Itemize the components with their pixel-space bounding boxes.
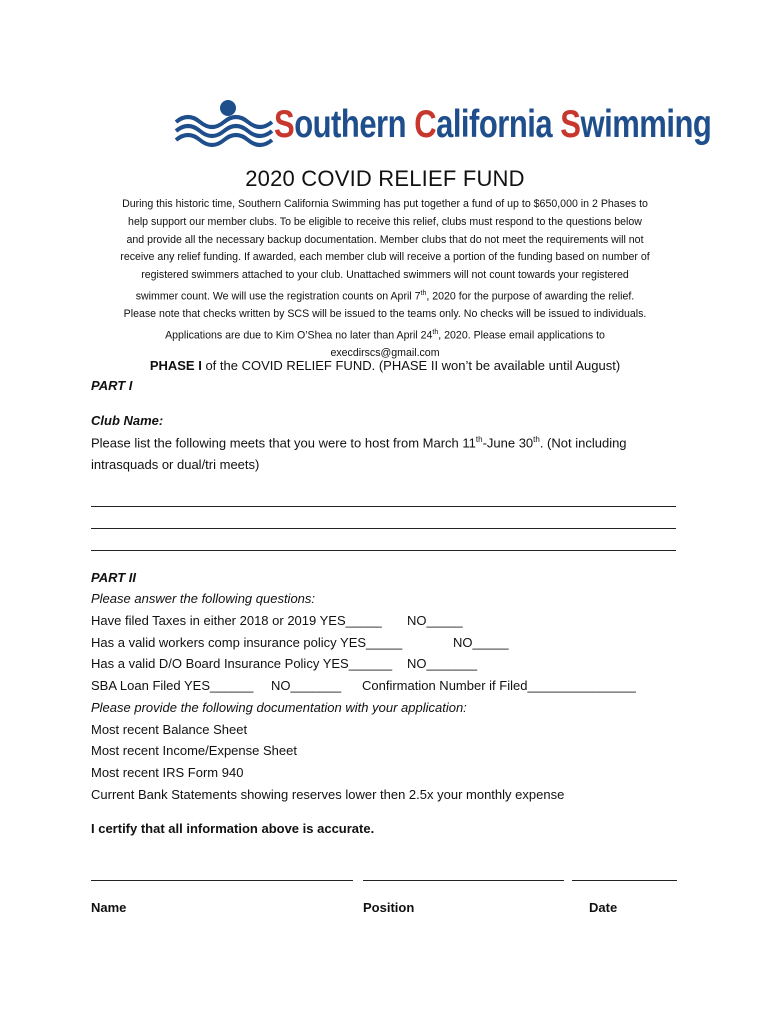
document-item: Current Bank Statements showing reserves lower then 2.5x your monthly expense bbox=[91, 787, 565, 802]
certification-statement: I certify that all information above is accurate. bbox=[91, 821, 375, 836]
question-workers-comp[interactable]: Has a valid workers comp insurance policy YES_____ bbox=[91, 635, 403, 650]
question-taxes-no[interactable]: NO_____ bbox=[407, 613, 463, 628]
intro-line: help support our member clubs. To be eligible to receive this relief, clubs must respond to the questions below bbox=[128, 215, 642, 228]
part-2-heading: PART II bbox=[91, 570, 137, 585]
document-title: 2020 COVID RELIEF FUND bbox=[245, 166, 525, 191]
question-workers-comp-no[interactable]: NO_____ bbox=[453, 635, 509, 650]
question-sba-loan-no[interactable]: NO_______ bbox=[271, 678, 342, 693]
phase-label: PHASE I bbox=[149, 358, 202, 373]
meets-instruction: Please list the following meets that you were to host from March 11th-June 30th. (Not including bbox=[91, 435, 627, 451]
club-name-label: Club Name: bbox=[91, 413, 164, 428]
intro-line: During this historic time, Southern California Swimming has put together a fund of up to $650,000 in 2 Phases to bbox=[122, 198, 648, 210]
document-item: Most recent Balance Sheet bbox=[91, 722, 248, 737]
contact-email: execdirscs@gmail.com bbox=[330, 347, 440, 360]
name-signature-line[interactable] bbox=[91, 880, 353, 881]
document-item: Most recent IRS Form 940 bbox=[91, 765, 244, 780]
question-taxes[interactable]: Have filed Taxes in either 2018 or 2019 YES_____ bbox=[91, 613, 382, 628]
intro-line: Please note that checks written by SCS will be issued to the teams only. No checks will be issued to individuals. bbox=[123, 308, 647, 321]
date-label: Date bbox=[589, 900, 618, 915]
name-label: Name bbox=[91, 900, 127, 915]
meets-answer-line[interactable] bbox=[91, 506, 676, 507]
intro-line: and provide all the necessary backup documentation. Member clubs that do not meet the requirements will not bbox=[126, 233, 644, 246]
intro-line-due-date: Applications are due to Kim O’Shea no later than April 24th, 2020. Please email applications to bbox=[165, 329, 605, 342]
phase-text: of the COVID RELIEF FUND. (PHASE II won’t be available until August) bbox=[201, 358, 621, 373]
confirmation-number-field[interactable]: Confirmation Number if Filed_______________ bbox=[362, 678, 636, 693]
intro-line: registered swimmers attached to your club. Unattached swimmers will not count towards your registered bbox=[141, 269, 629, 282]
documentation-prompt: Please provide the following documentation with your application: bbox=[91, 700, 467, 715]
meets-answer-line[interactable] bbox=[91, 550, 676, 551]
position-label: Position bbox=[363, 900, 415, 915]
date-signature-line[interactable] bbox=[572, 880, 677, 881]
meets-answer-line[interactable] bbox=[91, 528, 676, 529]
position-signature-line[interactable] bbox=[363, 880, 564, 881]
intro-paragraph bbox=[88, 196, 682, 363]
question-sba-loan[interactable]: SBA Loan Filed YES______ bbox=[91, 678, 254, 693]
questions-prompt: Please answer the following questions: bbox=[91, 591, 316, 606]
question-do-board-no[interactable]: NO_______ bbox=[407, 656, 478, 671]
intro-line: receive any relief funding. If awarded, each member club will receive a portion of the funding based on number of bbox=[120, 251, 650, 264]
intro-line-registration-count: swimmer count. We will use the registration counts on April 7th, 2020 for the purpose of awarding the relief. bbox=[135, 289, 635, 303]
meets-instruction-line-2: intrasquads or dual/tri meets) bbox=[91, 457, 260, 472]
part-1-heading: PART I bbox=[91, 378, 133, 393]
question-do-board[interactable]: Has a valid D/O Board Insurance Policy YES______ bbox=[91, 656, 393, 671]
phase-line bbox=[88, 358, 682, 373]
logo-wordmark: Southern California Swimming bbox=[274, 102, 712, 146]
logo bbox=[174, 96, 712, 152]
document-item: Most recent Income/Expense Sheet bbox=[91, 743, 297, 758]
